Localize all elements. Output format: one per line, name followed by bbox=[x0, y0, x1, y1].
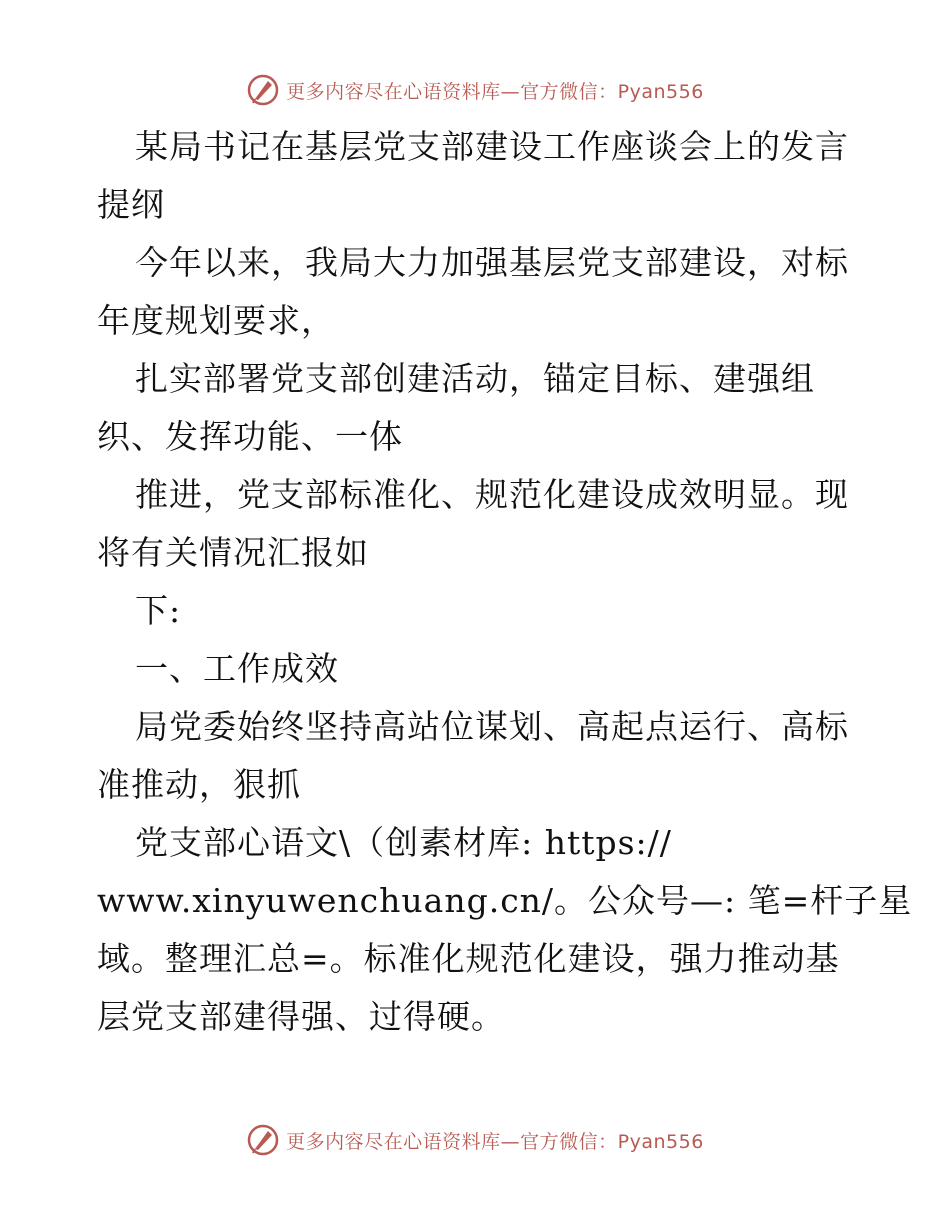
paragraph-line: 党支部心语文\（创素材库: https:// bbox=[135, 823, 672, 862]
document-body bbox=[97, 118, 913, 1046]
paragraph-line: 域。整理汇总=。标准化规范化建设，强力推动基 bbox=[97, 939, 840, 978]
paragraph-line: 年度规划要求， bbox=[97, 301, 335, 340]
watermark-text: 更多内容尽在心语资料库—官方微信：Pyan556 bbox=[286, 80, 704, 103]
quill-pen-logo-icon bbox=[246, 73, 280, 107]
header-watermark bbox=[0, 70, 950, 110]
paragraph-line: 将有关情况汇报如 bbox=[97, 533, 369, 572]
paragraph-line: 今年以来，我局大力加强基层党支部建设，对标 bbox=[135, 243, 849, 282]
section-heading: 一、工作成效 bbox=[135, 649, 339, 688]
paragraph-line: 推进，党支部标准化、规范化建设成效明显。现 bbox=[135, 475, 849, 514]
paragraph-line: 织、发挥功能、一体 bbox=[97, 417, 403, 456]
paragraph-line: 局党委始终坚持高站位谋划、高起点运行、高标 bbox=[135, 707, 849, 746]
paragraph-line: 准推动，狠抓 bbox=[97, 765, 301, 804]
title-line-2: 提纲 bbox=[97, 185, 165, 224]
title-line-1: 某局书记在基层党支部建设工作座谈会上的发言 bbox=[135, 127, 849, 166]
quill-pen-logo-icon bbox=[246, 1123, 280, 1157]
paragraph-line: 扎实部署党支部创建活动，锚定目标、建强组 bbox=[135, 359, 815, 398]
paragraph-line: 下: bbox=[135, 591, 182, 630]
watermark-text: 更多内容尽在心语资料库—官方微信：Pyan556 bbox=[286, 1130, 704, 1153]
paragraph-line: www.xinyuwenchuang.cn/。公众号—: 笔=杆子星 bbox=[97, 881, 913, 920]
paragraph-line: 层党支部建得强、过得硬。 bbox=[97, 997, 505, 1036]
footer-watermark bbox=[0, 1120, 950, 1160]
